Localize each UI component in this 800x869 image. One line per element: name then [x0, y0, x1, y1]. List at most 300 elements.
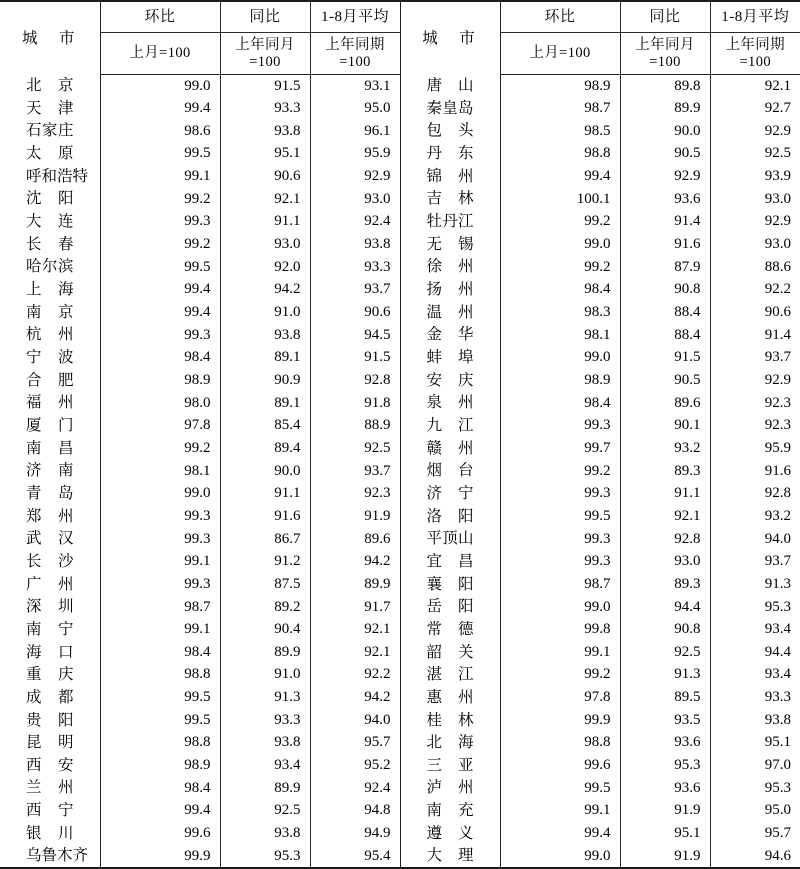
- value-yoy-right: 93.5: [620, 709, 710, 732]
- city-name: [26, 576, 74, 593]
- city-name-cell: [400, 732, 500, 755]
- value-mom-right: 99.2: [500, 210, 620, 233]
- city-name-cell: [0, 596, 100, 619]
- value-mom-right: 98.8: [500, 732, 620, 755]
- city-name-char: 惠: [426, 688, 443, 706]
- value-avg-right: 91.4: [710, 324, 800, 347]
- value-avg-left: 92.1: [310, 641, 400, 664]
- city-name-char: 家: [41, 122, 58, 140]
- value-yoy-left: 93.4: [220, 754, 310, 777]
- value-avg-left: 94.8: [310, 800, 400, 823]
- value-mom-right: 99.1: [500, 800, 620, 823]
- value-avg-left: 93.7: [310, 278, 400, 301]
- value-mom-left: 99.6: [100, 822, 220, 845]
- value-yoy-right: 89.6: [620, 392, 710, 415]
- value-mom-left: 99.2: [100, 437, 220, 460]
- city-name-char: 扬: [426, 281, 443, 299]
- city-name: [26, 847, 89, 865]
- city-name: [427, 349, 474, 366]
- city-name-char: 川: [57, 824, 74, 842]
- city-name-cell: [0, 256, 100, 279]
- value-mom-right: 98.9: [500, 75, 620, 98]
- city-name-char: 滨: [57, 258, 74, 276]
- city-name: [427, 168, 474, 185]
- table-row: [0, 120, 800, 143]
- city-name-char: 明: [57, 734, 74, 752]
- value-avg-left: 92.4: [310, 210, 400, 233]
- city-name: [26, 598, 74, 615]
- value-yoy-right: 91.4: [620, 210, 710, 233]
- value-mom-right: 99.4: [500, 822, 620, 845]
- value-mom-right: 99.3: [500, 414, 620, 437]
- header-group-yoy-left: 同比: [220, 1, 310, 33]
- value-mom-right: 99.3: [500, 482, 620, 505]
- value-avg-right: 93.2: [710, 505, 800, 528]
- value-mom-right: 98.3: [500, 301, 620, 324]
- value-avg-left: 95.7: [310, 732, 400, 755]
- basis-line2: =100: [339, 53, 371, 70]
- city-name-cell: [400, 528, 500, 551]
- value-mom-left: 99.9: [100, 845, 220, 868]
- table-body: [0, 75, 800, 869]
- city-name-cell: [0, 822, 100, 845]
- city-name-cell: [400, 777, 500, 800]
- value-mom-left: 98.0: [100, 392, 220, 415]
- city-name-cell: [400, 845, 500, 868]
- value-avg-left: 91.9: [310, 505, 400, 528]
- value-yoy-left: 90.9: [220, 369, 310, 392]
- value-yoy-right: 90.8: [620, 618, 710, 641]
- city-name-cell: [0, 142, 100, 165]
- value-yoy-right: 90.8: [620, 278, 710, 301]
- city-name-char: 海: [26, 643, 42, 661]
- city-name: [427, 553, 474, 570]
- city-name: [26, 802, 74, 819]
- value-mom-left: 99.3: [100, 324, 220, 347]
- city-name-char: 成: [26, 688, 42, 706]
- city-name: [427, 621, 474, 638]
- value-avg-left: 90.6: [310, 301, 400, 324]
- value-yoy-left: 93.8: [220, 732, 310, 755]
- city-name-cell: [0, 97, 100, 120]
- value-mom-right: 99.5: [500, 777, 620, 800]
- value-yoy-right: 90.0: [620, 120, 710, 143]
- value-mom-right: 99.2: [500, 460, 620, 483]
- table-row: [0, 800, 800, 823]
- city-name-cell: [400, 233, 500, 256]
- value-mom-right: 99.0: [500, 233, 620, 256]
- value-avg-right: 94.6: [710, 845, 800, 868]
- city-name-char: 州: [57, 507, 74, 525]
- value-avg-left: 92.1: [310, 618, 400, 641]
- value-mom-left: 98.4: [100, 346, 220, 369]
- value-yoy-right: 92.9: [620, 165, 710, 188]
- city-name-cell: [0, 278, 100, 301]
- value-mom-left: 99.0: [100, 75, 220, 98]
- table-row: [0, 709, 800, 732]
- city-name-cell: [400, 142, 500, 165]
- value-yoy-left: 93.8: [220, 324, 310, 347]
- city-name: [427, 485, 474, 502]
- value-avg-right: 93.0: [710, 188, 800, 211]
- table-row: [0, 845, 800, 868]
- city-name-char: 州: [457, 303, 474, 321]
- value-yoy-left: 91.1: [220, 482, 310, 505]
- city-name: [427, 440, 474, 457]
- value-avg-left: 95.9: [310, 142, 400, 165]
- value-yoy-left: 91.2: [220, 550, 310, 573]
- city-name: [26, 553, 74, 570]
- value-mom-left: 99.3: [100, 528, 220, 551]
- value-yoy-left: 95.3: [220, 845, 310, 868]
- city-name-char: 南: [57, 462, 74, 480]
- city-name-char: 汉: [57, 530, 74, 548]
- header-basis-avg-right: [710, 33, 800, 75]
- city-name-cell: [400, 256, 500, 279]
- city-name-char: 蚌: [426, 349, 443, 367]
- table-row: [0, 278, 800, 301]
- city-name-char: 庆: [57, 666, 74, 684]
- value-mom-right: 98.7: [500, 97, 620, 120]
- value-avg-right: 92.2: [710, 278, 800, 301]
- value-yoy-right: 92.5: [620, 641, 710, 664]
- table-row: [0, 142, 800, 165]
- city-name-char: 深: [26, 598, 42, 616]
- value-mom-left: 98.8: [100, 732, 220, 755]
- city-name-char: 广: [26, 575, 42, 593]
- city-name-char: 都: [57, 688, 74, 706]
- value-avg-left: 92.8: [310, 369, 400, 392]
- city-name-char: 顶: [442, 530, 458, 548]
- city-name-char: 秦: [426, 99, 443, 117]
- city-name-char: 昆: [26, 734, 42, 752]
- city-name-char: 合: [26, 371, 42, 389]
- value-mom-left: 99.5: [100, 686, 220, 709]
- city-name-char: 锦: [426, 167, 443, 185]
- value-mom-left: 98.8: [100, 664, 220, 687]
- value-yoy-left: 89.4: [220, 437, 310, 460]
- city-name-char: 庆: [457, 371, 474, 389]
- value-avg-right: 93.4: [710, 618, 800, 641]
- value-yoy-left: 91.3: [220, 686, 310, 709]
- city-name-char: 长: [26, 235, 42, 253]
- city-name-char: 岛: [457, 99, 474, 117]
- city-name-char: 山: [457, 77, 474, 95]
- value-yoy-left: 89.9: [220, 641, 310, 664]
- value-mom-left: 99.5: [100, 142, 220, 165]
- city-name-char: 头: [457, 122, 474, 140]
- city-name-char: 上: [26, 281, 42, 299]
- value-avg-left: 95.2: [310, 754, 400, 777]
- city-name-char: 昌: [57, 439, 74, 457]
- value-yoy-left: 92.0: [220, 256, 310, 279]
- value-avg-left: 96.1: [310, 120, 400, 143]
- value-yoy-right: 93.6: [620, 732, 710, 755]
- value-yoy-right: 89.3: [620, 460, 710, 483]
- value-avg-right: 95.7: [710, 822, 800, 845]
- city-name-cell: [0, 437, 100, 460]
- city-name-cell: [400, 369, 500, 392]
- city-name: [26, 326, 74, 343]
- city-name: [26, 689, 74, 706]
- city-name-cell: [0, 120, 100, 143]
- value-avg-right: 92.8: [710, 482, 800, 505]
- value-avg-right: 95.1: [710, 732, 800, 755]
- header-group-avg-right: 1-8月平均: [710, 1, 800, 33]
- value-yoy-right: 95.3: [620, 754, 710, 777]
- value-mom-left: 97.8: [100, 414, 220, 437]
- value-avg-left: 94.9: [310, 822, 400, 845]
- city-name-char: 津: [57, 99, 74, 117]
- table-row: [0, 686, 800, 709]
- city-name: [26, 485, 74, 502]
- city-name-cell: [0, 346, 100, 369]
- city-name-char: 江: [457, 666, 474, 684]
- city-name: [26, 349, 74, 366]
- city-name-cell: [400, 754, 500, 777]
- city-name-char: 连: [57, 213, 74, 231]
- value-avg-left: 89.9: [310, 573, 400, 596]
- city-name-cell: [400, 596, 500, 619]
- city-name-cell: [0, 414, 100, 437]
- value-avg-left: 95.0: [310, 97, 400, 120]
- value-avg-right: 94.0: [710, 528, 800, 551]
- city-name-cell: [0, 664, 100, 687]
- city-name-char: 南: [426, 802, 443, 820]
- city-name-char: 春: [57, 235, 74, 253]
- value-yoy-left: 89.9: [220, 777, 310, 800]
- city-name-char: 乌: [26, 847, 42, 865]
- basis-line2: =100: [249, 53, 281, 70]
- city-name-cell: [0, 709, 100, 732]
- value-yoy-left: 86.7: [220, 528, 310, 551]
- city-name: [427, 666, 474, 683]
- city-name-char: 海: [457, 734, 474, 752]
- city-name-char: 州: [57, 326, 74, 344]
- value-yoy-right: 88.4: [620, 301, 710, 324]
- city-name-char: 昌: [457, 552, 474, 570]
- city-name: [427, 847, 474, 864]
- city-name: [427, 326, 474, 343]
- city-name-char: 京: [57, 303, 74, 321]
- city-name-char: 台: [457, 462, 474, 480]
- value-yoy-left: 94.2: [220, 278, 310, 301]
- city-name-char: 华: [457, 326, 474, 344]
- city-name-char: 哈: [26, 258, 42, 276]
- city-name-cell: [400, 822, 500, 845]
- city-name-char: 天: [26, 99, 42, 117]
- city-name-char: 山: [457, 530, 474, 548]
- city-name-char: 郑: [26, 507, 42, 525]
- city-name: [427, 417, 474, 434]
- value-avg-left: 95.4: [310, 845, 400, 868]
- city-name-char: 福: [26, 394, 42, 412]
- value-yoy-left: 90.4: [220, 618, 310, 641]
- value-avg-left: 93.8: [310, 233, 400, 256]
- city-name-char: 皇: [442, 99, 458, 117]
- table-row: [0, 777, 800, 800]
- value-yoy-left: 93.8: [220, 120, 310, 143]
- city-name-cell: [0, 505, 100, 528]
- city-name: [26, 462, 74, 479]
- value-avg-right: 92.9: [710, 369, 800, 392]
- value-mom-left: 99.3: [100, 210, 220, 233]
- value-mom-right: 99.0: [500, 346, 620, 369]
- table-row: [0, 482, 800, 505]
- value-avg-right: 93.3: [710, 686, 800, 709]
- value-yoy-left: 92.1: [220, 188, 310, 211]
- value-yoy-right: 89.9: [620, 97, 710, 120]
- city-name-char: 泉: [426, 394, 443, 412]
- table-row: [0, 550, 800, 573]
- city-name-char: 石: [26, 122, 42, 140]
- value-yoy-left: 91.0: [220, 301, 310, 324]
- city-name-char: 平: [426, 530, 443, 548]
- table-row: [0, 505, 800, 528]
- table-row: [0, 528, 800, 551]
- value-mom-left: 99.0: [100, 482, 220, 505]
- header-city-left: 城 市: [21, 29, 78, 47]
- value-yoy-left: 85.4: [220, 414, 310, 437]
- value-yoy-left: 93.8: [220, 822, 310, 845]
- city-name-cell: [0, 550, 100, 573]
- city-name: [427, 576, 474, 593]
- header-group-mom-left: 环比: [100, 1, 220, 33]
- value-avg-left: 92.3: [310, 482, 400, 505]
- value-yoy-right: 94.4: [620, 596, 710, 619]
- city-name-cell: [0, 188, 100, 211]
- city-name: [427, 258, 474, 275]
- city-name-cell: [400, 709, 500, 732]
- table-row: [0, 346, 800, 369]
- city-name-char: 呼: [26, 167, 42, 185]
- value-yoy-left: 93.3: [220, 97, 310, 120]
- city-name: [427, 712, 474, 729]
- table-row: [0, 256, 800, 279]
- value-avg-right: 93.7: [710, 346, 800, 369]
- city-name-char: 浩: [57, 167, 73, 185]
- city-name-char: 安: [426, 371, 443, 389]
- city-name-char: 徐: [426, 258, 443, 276]
- city-name: [26, 394, 74, 411]
- city-name: [26, 100, 74, 117]
- value-yoy-left: 90.0: [220, 460, 310, 483]
- city-name-char: 理: [457, 847, 474, 865]
- city-name: [26, 825, 74, 842]
- city-name-char: 宁: [26, 349, 42, 367]
- city-name-cell: [400, 482, 500, 505]
- city-name-char: 沈: [26, 190, 42, 208]
- city-name: [26, 167, 89, 185]
- city-name-cell: [400, 505, 500, 528]
- table-row: [0, 437, 800, 460]
- value-mom-right: 97.8: [500, 686, 620, 709]
- city-name-char: 贵: [26, 711, 42, 729]
- city-name-cell: [0, 460, 100, 483]
- header-basis-avg-left: [310, 33, 400, 75]
- table-row: [0, 664, 800, 687]
- city-name-cell: [0, 573, 100, 596]
- city-name-char: 阳: [457, 507, 474, 525]
- city-name: [427, 530, 474, 547]
- header-row-group-titles: [0, 1, 800, 33]
- city-name-char: 西: [26, 756, 42, 774]
- city-name: [26, 621, 74, 638]
- value-mom-right: 99.7: [500, 437, 620, 460]
- city-name-cell: [400, 278, 500, 301]
- city-name-cell: [0, 641, 100, 664]
- value-yoy-right: 89.3: [620, 573, 710, 596]
- city-name-char: 大: [26, 213, 42, 231]
- table-row: [0, 732, 800, 755]
- value-yoy-right: 92.1: [620, 505, 710, 528]
- city-name: [427, 236, 474, 253]
- value-yoy-right: 91.3: [620, 664, 710, 687]
- city-name-cell: [400, 641, 500, 664]
- city-name-char: 鲁: [41, 847, 58, 865]
- value-mom-left: 99.3: [100, 505, 220, 528]
- city-name: [427, 100, 474, 117]
- city-name-cell: [0, 369, 100, 392]
- city-name-char: 尔: [41, 258, 58, 276]
- city-name-char: 林: [457, 711, 474, 729]
- header-basis-yoy-right: [620, 33, 710, 75]
- city-name: [26, 508, 74, 525]
- value-yoy-right: 91.6: [620, 233, 710, 256]
- city-name: [427, 734, 474, 751]
- city-name-char: 温: [426, 303, 443, 321]
- city-name: [427, 757, 474, 774]
- value-avg-right: 93.9: [710, 165, 800, 188]
- value-avg-right: 91.6: [710, 460, 800, 483]
- city-name-char: 州: [57, 575, 74, 593]
- city-name-cell: [0, 618, 100, 641]
- table-row: [0, 233, 800, 256]
- city-name: [427, 145, 474, 162]
- value-mom-right: 99.0: [500, 845, 620, 868]
- value-mom-right: 99.6: [500, 754, 620, 777]
- city-name-cell: [400, 346, 500, 369]
- table-row: [0, 618, 800, 641]
- value-avg-left: 91.8: [310, 392, 400, 415]
- value-avg-right: 94.4: [710, 641, 800, 664]
- basis-line2: =100: [739, 53, 772, 70]
- value-avg-left: 92.5: [310, 437, 400, 460]
- value-yoy-right: 89.5: [620, 686, 710, 709]
- city-name-cell: [400, 460, 500, 483]
- city-name-char: 阳: [57, 190, 74, 208]
- header-basis-mom-left: [100, 33, 220, 75]
- basis-line1: 上年同期: [325, 37, 385, 54]
- city-name-cell: [0, 324, 100, 347]
- city-name: [26, 122, 74, 139]
- city-name-cell: [0, 392, 100, 415]
- value-avg-right: 95.3: [710, 777, 800, 800]
- value-mom-right: 98.1: [500, 324, 620, 347]
- header-group-mom-right: 环比: [500, 1, 620, 33]
- value-yoy-left: 89.1: [220, 392, 310, 415]
- city-name-char: 大: [426, 847, 443, 865]
- value-mom-left: 98.7: [100, 596, 220, 619]
- value-yoy-right: 91.9: [620, 845, 710, 868]
- city-name-cell: [400, 210, 500, 233]
- value-mom-right: 99.3: [500, 550, 620, 573]
- value-yoy-right: 91.9: [620, 800, 710, 823]
- value-mom-right: 99.2: [500, 256, 620, 279]
- value-mom-right: 98.5: [500, 120, 620, 143]
- city-name-char: 埠: [457, 349, 474, 367]
- city-name-char: 襄: [426, 575, 443, 593]
